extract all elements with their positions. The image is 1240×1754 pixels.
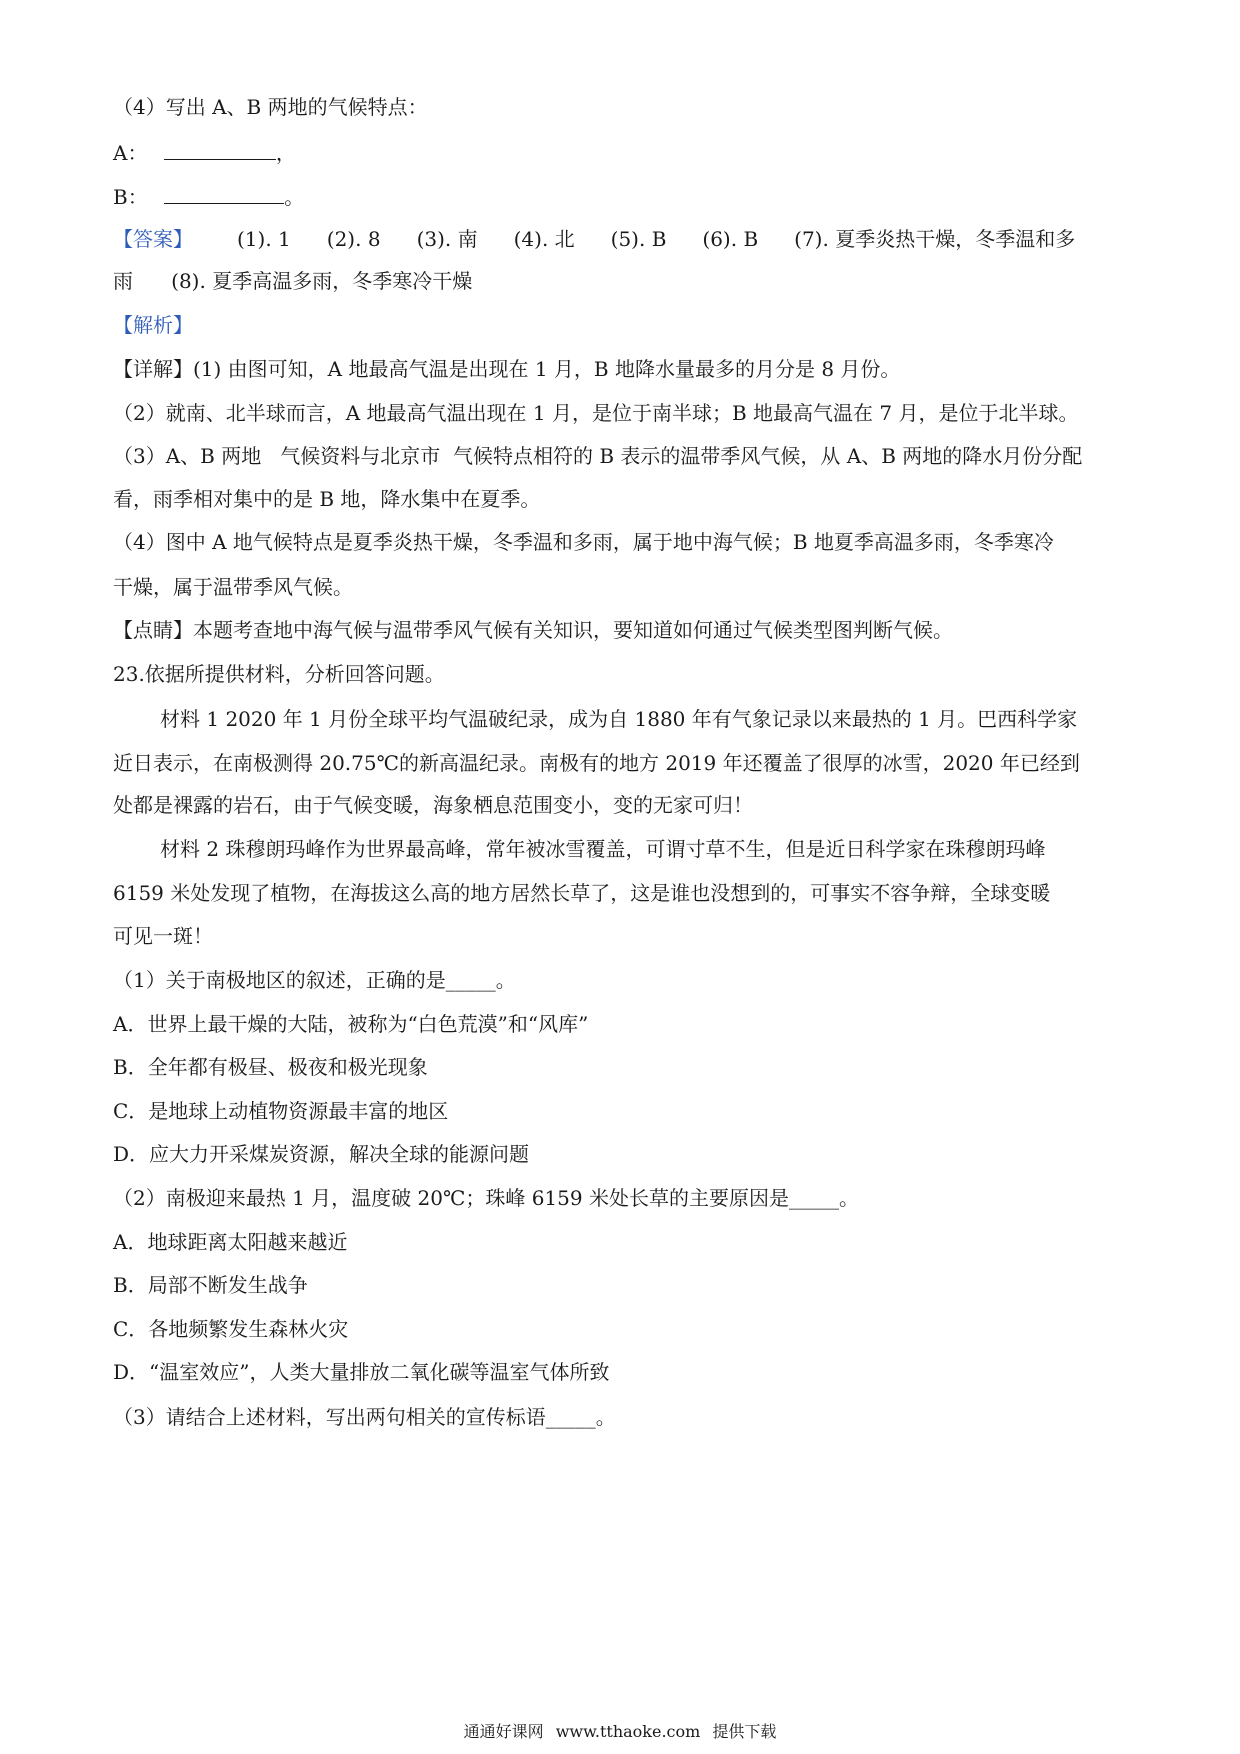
analysis-tip: 【点睛】本题考查地中海气候与温带季风气候有关知识，要知道如何通过气候类型图判断气候。 — [113, 618, 953, 642]
sub2-option: B．局部不断发生战争 — [113, 1273, 308, 1297]
sub1-option: D．应大力开采煤炭资源，解决全球的能源问题 — [113, 1142, 530, 1166]
sub3-question: （3）请结合上述材料，写出两句相关的宣传标语_____。 — [113, 1405, 616, 1429]
answer-tag: 【答案】 — [113, 227, 193, 251]
answer-item: (5). B — [610, 227, 667, 251]
footer-site: 通通好课网 — [463, 1722, 544, 1741]
q22-part4-prompt: （4）写出 A、B 两地的气候特点： — [113, 95, 428, 119]
b-label: B： — [113, 185, 148, 209]
answer-item: (1). 1 — [237, 227, 291, 251]
sub1-option: C．是地球上动植物资源最丰富的地区 — [113, 1099, 449, 1123]
answer-item: (3). 南 — [416, 227, 478, 251]
a-label: A： — [113, 141, 148, 165]
answer-blank-b — [164, 183, 284, 204]
q23-title: 23.依据所提供材料，分析回答问题。 — [113, 662, 445, 686]
footer-suffix: 提供下载 — [712, 1722, 777, 1741]
answer-row — [113, 224, 1133, 254]
answer-item: (2). 8 — [326, 227, 381, 251]
answer-continuation: 雨 (8). 夏季高温多雨，冬季寒冷干燥 — [113, 269, 473, 293]
q22-part4-a-row — [113, 138, 1133, 168]
answer-item: (6). B — [702, 227, 759, 251]
sub2-question: （2）南极迎来最热 1 月，温度破 20℃；珠峰 6159 米处长草的主要原因是_____。 — [113, 1186, 859, 1210]
material2-line: 6159 米处发现了植物，在海拔这么高的地方居然长草了，这是谁也没想到的，可事实不容争辩，全球变暖 — [113, 881, 1051, 905]
sub2-option: D．“温室效应”，人类大量排放二氧化碳等温室气体所致 — [113, 1360, 610, 1384]
material2-line: 可见一斑！ — [113, 924, 213, 948]
sub1-question: （1）关于南极地区的叙述，正确的是_____。 — [113, 968, 516, 992]
sub2-option: C．各地频繁发生森林火灾 — [113, 1317, 349, 1341]
material2-line: 材料 2 珠穆朗玛峰作为世界最高峰，常年被冰雪覆盖，可谓寸草不生，但是近日科学家在珠穆朗玛峰 — [160, 837, 1046, 861]
b-end: 。 — [284, 185, 305, 209]
answer-item: (7). 夏季炎热干燥，冬季温和多 — [794, 227, 1076, 251]
analysis-line: 【详解】(1) 由图可知，A 地最高气温是出现在 1 月，B 地降水量最多的月分是 8 月份。 — [113, 357, 901, 381]
material1-line: 材料 1 2020 年 1 月份全球平均气温破纪录，成为自 1880 年有气象记录以来最热的 1 月。巴西科学家 — [160, 707, 1078, 731]
page-footer — [0, 1722, 1240, 1742]
footer-url[interactable]: www.tthaoke.com — [555, 1722, 701, 1741]
material1-line: 近日表示，在南极测得 20.75℃的新高温纪录。南极有的地方 2019 年还覆盖了很厚的冰雪，2020 年已经到 — [113, 751, 1080, 775]
answer-blank-a — [164, 139, 276, 160]
analysis-line: （3）A、B 两地 气候资料与北京市 气候特点相符的 B 表示的温带季风气候，从 A、B 两地的降水月份分配 — [113, 444, 1083, 468]
analysis-line: （4）图中 A 地气候特点是夏季炎热干燥，冬季温和多雨，属于地中海气候；B 地夏季高温多雨，冬季寒冷 — [113, 530, 1054, 554]
analysis-line: 干燥，属于温带季风气候。 — [113, 575, 353, 599]
analysis-line: （2）就南、北半球而言，A 地最高气温出现在 1 月，是位于南半球；B 地最高气温在 7 月，是位于北半球。 — [113, 401, 1079, 425]
sub1-option: A．世界上最干燥的大陆，被称为“白色荒漠”和“风库” — [113, 1012, 589, 1036]
sub1-option: B．全年都有极昼、极夜和极光现象 — [113, 1055, 428, 1079]
analysis-line: 看，雨季相对集中的是 B 地，降水集中在夏季。 — [113, 487, 541, 511]
sub2-option: A．地球距离太阳越来越近 — [113, 1230, 348, 1254]
answer-item: (4). 北 — [513, 227, 575, 251]
analysis-tag: 【解析】 — [113, 313, 193, 337]
q22-part4-b-row — [113, 182, 1133, 212]
a-end: ， — [275, 141, 296, 165]
material1-line: 处都是裸露的岩石，由于气候变暖，海象栖息范围变小，变的无家可归！ — [113, 793, 753, 817]
